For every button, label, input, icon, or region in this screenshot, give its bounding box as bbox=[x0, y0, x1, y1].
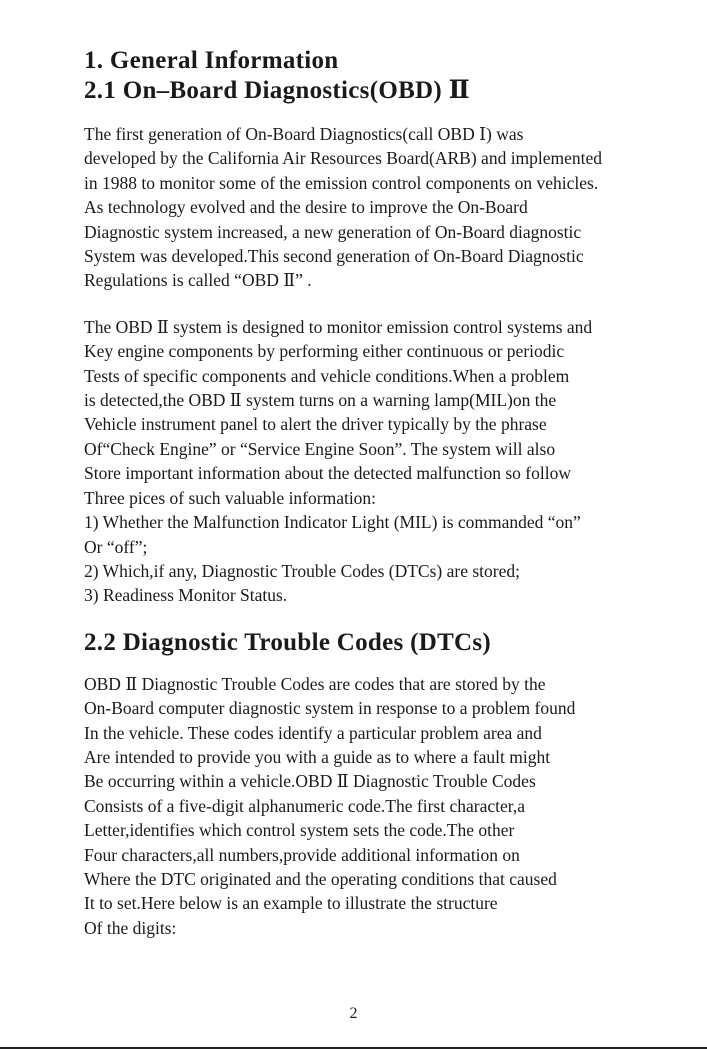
text-line: Tests of specific components and vehicle conditions.When a problem bbox=[84, 365, 570, 386]
page-number: 2 bbox=[349, 1005, 358, 1022]
text-line: As technology evolved and the desire to improve the On-Board bbox=[84, 197, 528, 218]
text-line: Vehicle instrument panel to alert the driver typically by the phrase bbox=[84, 414, 547, 435]
text-line: Key engine components by performing either continuous or periodic bbox=[84, 341, 565, 362]
section-heading-obd: 2.1 On–Board Diagnostics(OBD) Ⅱ bbox=[84, 77, 470, 104]
text-line: It to set.Here below is an example to illustrate the structure bbox=[84, 893, 498, 914]
document-page bbox=[84, 46, 684, 940]
text-line: Regulations is called “OBD Ⅱ” . bbox=[84, 270, 312, 291]
text-line: Four characters,all numbers,provide additional information on bbox=[84, 844, 520, 865]
paragraph-obd-system bbox=[84, 315, 684, 608]
paragraph-spacer bbox=[84, 293, 684, 315]
text-line: is detected,the OBD Ⅱ system turns on a warning lamp(MIL)on the bbox=[84, 390, 557, 411]
list-item: 3) Readiness Monitor Status. bbox=[84, 585, 288, 606]
text-line: Be occurring within a vehicle.OBD Ⅱ Diagnostic Trouble Codes bbox=[84, 771, 536, 792]
text-line: In the vehicle. These codes identify a particular problem area and bbox=[84, 722, 542, 743]
text-line: Diagnostic system increased, a new generation of On-Board diagnostic bbox=[84, 221, 582, 242]
text-line: Of“Check Engine” or “Service Engine Soon”. The system will also bbox=[84, 438, 556, 459]
list-item: 2) Which,if any, Diagnostic Trouble Codes (DTCs) are stored; bbox=[84, 560, 520, 581]
text-line: Of the digits: bbox=[84, 917, 177, 938]
text-line: System was developed.This second generation of On-Board Diagnostic bbox=[84, 246, 584, 267]
text-line: Store important information about the detected malfunction so follow bbox=[84, 463, 571, 484]
paragraph-spacer bbox=[84, 608, 684, 628]
text-line: The first generation of On-Board Diagnostics(call OBD Ⅰ) was bbox=[84, 124, 524, 144]
paragraph-obd-history bbox=[84, 122, 684, 293]
text-line: developed by the California Air Resources Board(ARB) and implemented bbox=[84, 148, 603, 169]
section-heading-dtc: 2.2 Diagnostic Trouble Codes (DTCs) bbox=[84, 628, 492, 656]
text-line: On-Board computer diagnostic system in response to a problem found bbox=[84, 698, 576, 719]
text-line: in 1988 to monitor some of the emission control components on vehicles. bbox=[84, 172, 599, 193]
text-line: Letter,identifies which control system sets the code.The other bbox=[84, 820, 515, 841]
list-item-continuation: Or “off”; bbox=[84, 536, 148, 557]
text-line: Consists of a five-digit alphanumeric code.The first character,a bbox=[84, 795, 526, 816]
text-line: Are intended to provide you with a guide as to where a fault might bbox=[84, 746, 551, 767]
text-line: Three pices of such valuable information: bbox=[84, 487, 377, 508]
paragraph-dtc bbox=[84, 672, 684, 940]
text-line: OBD Ⅱ Diagnostic Trouble Codes are codes that are stored by the bbox=[84, 673, 546, 694]
text-line: The OBD Ⅱ system is designed to monitor emission control systems and bbox=[84, 316, 593, 337]
text-line: Where the DTC originated and the operating conditions that caused bbox=[84, 868, 557, 889]
section-heading-general-information: 1. General Information bbox=[84, 47, 339, 74]
list-item: 1) Whether the Malfunction Indicator Light (MIL) is commanded “on” bbox=[84, 512, 581, 533]
